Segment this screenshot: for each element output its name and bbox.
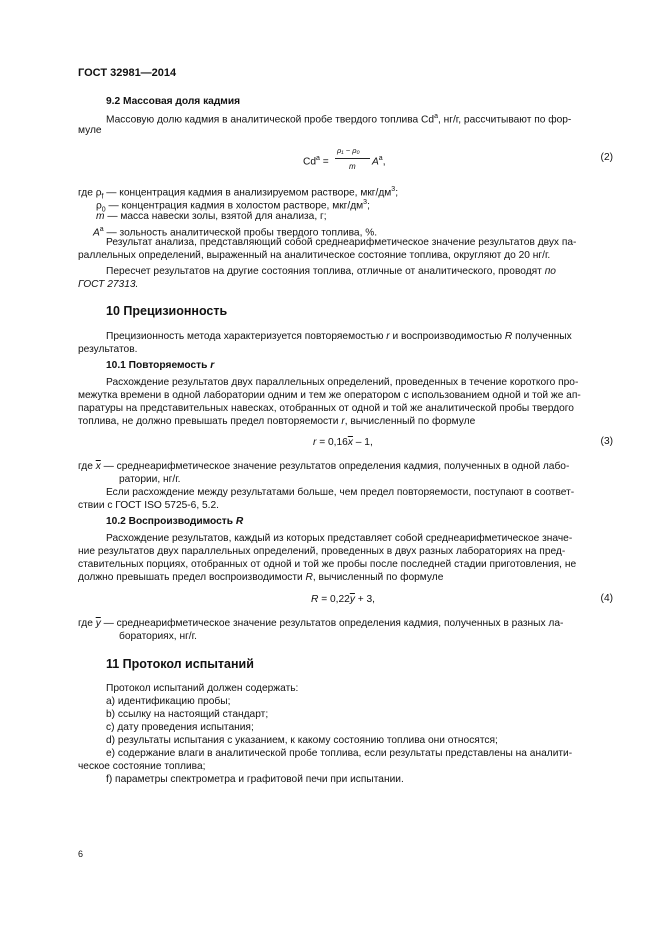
recalc-paragraph-line-2: ГОСТ 27313. [78, 279, 139, 290]
repeatability-note-line-1: Если расхождение между результатами больше, чем предел повторяемости, поступают в соответ- [106, 487, 575, 498]
protocol-item-e: e) содержание влаги в аналитической пробе топлива, если результаты представлены на аналити- [106, 748, 573, 759]
repeatability-line-3: паратуры на представительных навесках, отобранных от одной и той же аналитической пробы твердого [78, 403, 574, 414]
section-9-2-intro-cont: муле [78, 125, 102, 136]
section-9-2-heading: 9.2 Массовая доля кадмия [106, 96, 241, 107]
reproducibility-line-4: должно превышать предел воспроизводимости R, вычисленный по формуле [78, 572, 444, 583]
repeatability-note-line-2: ствии с ГОСТ ISO 5725-6, 5.2. [78, 500, 220, 511]
section-10-intro: Прецизионность метода характеризуется повторяемостью r и воспроизводимостью R полученных [106, 331, 572, 342]
protocol-item-c: c) дату проведения испытания; [106, 722, 254, 733]
recalc-paragraph-line-1: Пересчет результатов на другие состояния топлива, отличные от аналитического, проводят по [106, 266, 556, 277]
section-11-heading: 11 Протокол испытаний [106, 657, 254, 671]
section-10-2-heading: 10.2 Воспроизводимость R [106, 516, 244, 527]
reproducibility-line-2: ние результатов двух параллельных определений, проведенных в двух разных лабораториях на пред- [78, 546, 566, 557]
section-10-intro-cont: результатов. [78, 344, 138, 355]
protocol-item-d: d) результаты испытания с указанием, к какому состоянию топлива они относятся; [106, 735, 498, 746]
formula-3-number: (3) [600, 436, 613, 447]
section-10-1-heading: 10.1 Повторяемость r [106, 360, 215, 371]
protocol-item-e-cont: ческое состояние топлива; [78, 761, 206, 772]
where-item-m: m — масса навески золы, взятой для анализа, г; [96, 211, 327, 222]
formula-4-number: (4) [600, 593, 613, 604]
result-paragraph-line-2: раллельных определений, выраженный на аналитическое состояние топлива, округляют до 20 нг/г. [78, 250, 551, 261]
protocol-item-b: b) ссылку на настоящий стандарт; [106, 709, 269, 720]
reproducibility-line-1: Расхождение результатов, каждый из которых представляет собой среднеарифметическое значе- [106, 533, 573, 544]
protocol-intro: Протокол испытаний должен содержать: [106, 683, 299, 694]
where-x-line-2: ратории, нг/г. [119, 474, 181, 485]
repeatability-line-1: Расхождение результатов двух параллельных определений, проведенных в течение короткого про- [106, 377, 579, 388]
where-x-line-1: где $\overline{x}$ — среднеарифметическое значение результатов определения кадмия, полученных в одной лабо- [78, 461, 570, 472]
section-10-heading: 10 Прецизионность [106, 304, 228, 318]
formula-2-rhs: $A^a$, [372, 155, 386, 168]
standard-header: ГОСТ 32981—2014 [78, 67, 177, 79]
formula-2-denominator: m [349, 162, 356, 171]
formula-3: $r = 0,16\overline{x} - 1$, [313, 437, 373, 448]
formula-2-lhs: Cd$^a$ = [303, 155, 329, 168]
result-paragraph-line-1: Результат анализа, представляющий собой среднеарифметическое значение результатов двух па- [106, 237, 577, 248]
reproducibility-line-3: ставительных порциях, отобранных от одной и той же пробы после последней стадии приготовления, не [78, 559, 577, 570]
repeatability-line-4: топлива, не должно превышать предел повторяемости r, вычисленный по формуле [78, 416, 476, 427]
where-item-rho-0: $\rho_0$ — концентрация кадмия в холостом растворе, мкг/$дм^3$; [96, 199, 370, 214]
where-item-a: $A^a$ — зольность аналитической пробы твердого топлива, %. [93, 226, 378, 239]
where-y-line-2: бораториях, нг/г. [119, 631, 197, 642]
protocol-item-f: f) параметры спектрометра и графитовой печи при испытании. [106, 774, 404, 785]
formula-4: $R = 0,22\overline{y} + 3$, [311, 594, 376, 605]
formula-2-numerator: ρ₁ − ρ₀ [337, 146, 360, 155]
formula-2-fraction-bar [335, 158, 370, 159]
formula-2-number: (2) [600, 152, 613, 163]
protocol-item-a: a) идентификацию пробы; [106, 696, 231, 707]
where-item-rho-f: где $\rho_f$ — концентрация кадмия в анализируемом растворе, мкг/$дм^3$; [78, 186, 399, 201]
section-9-2-intro: Массовую долю кадмия в аналитической пробе твердого топлива Cd$^a$, нг/г, рассчитывают по фор- [106, 113, 572, 126]
where-y-line-1: где $\overline{y}$ — среднеарифметическое значение результатов определения кадмия, полученных в разных ла- [78, 618, 564, 629]
repeatability-line-2: межутка времени в одной лаборатории одним и тем же оператором с использованием одной и той же ап- [78, 390, 581, 401]
page-number: 6 [78, 849, 84, 859]
